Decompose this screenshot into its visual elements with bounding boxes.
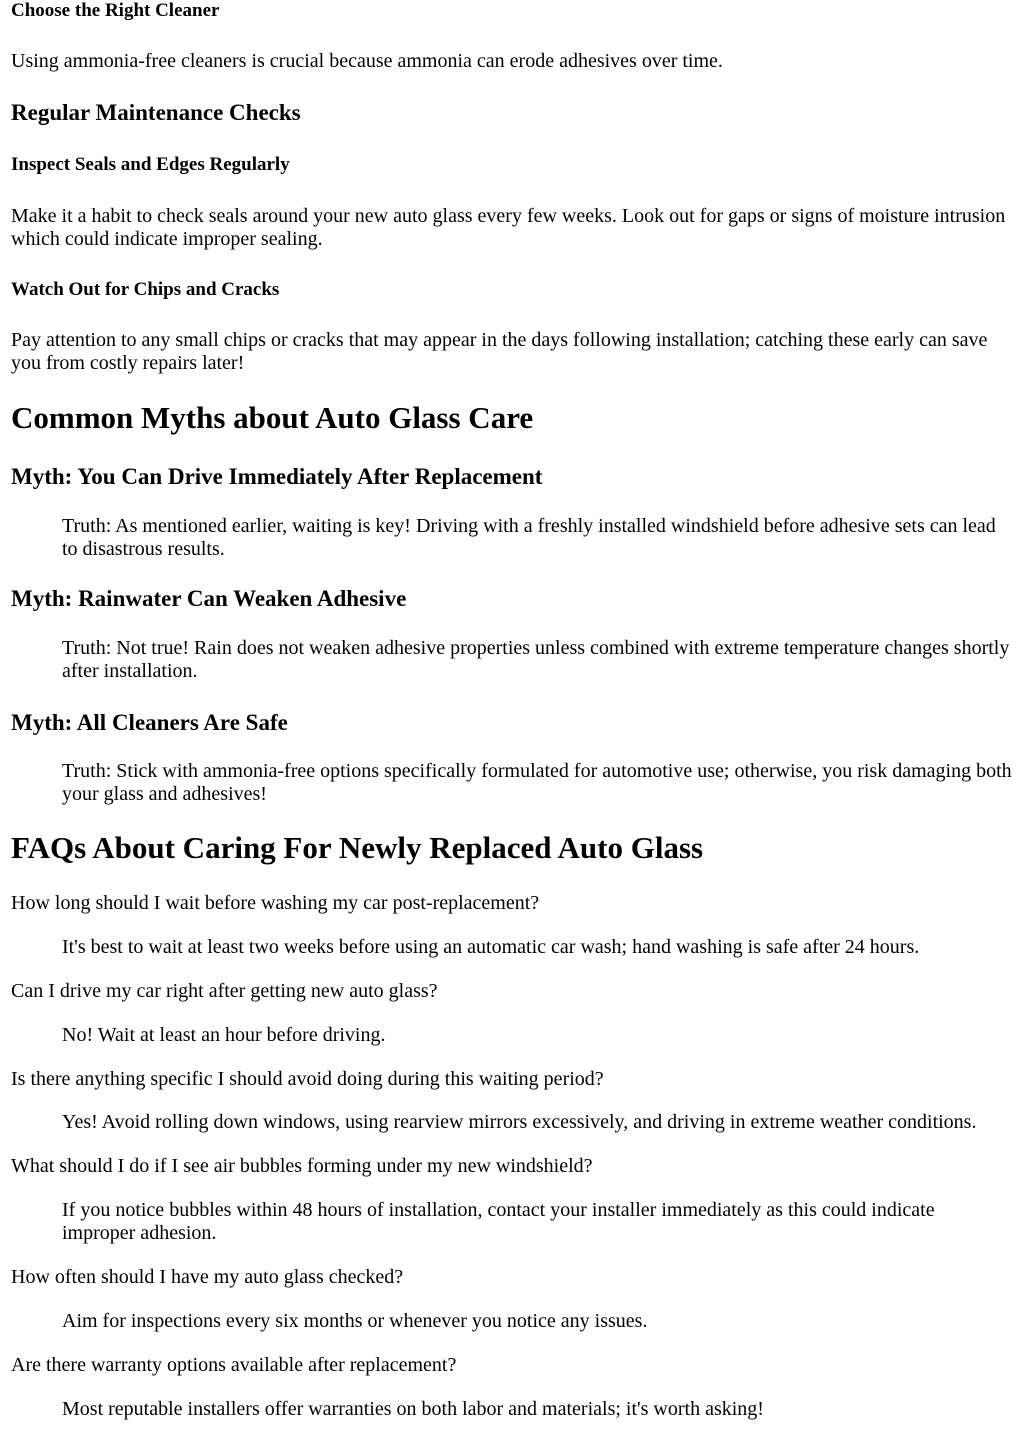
faq-question: How often should I have my auto glass checked? [11,1266,404,1288]
faq-answer: No! Wait at least an hour before driving. [62,1024,386,1046]
faq-question: Are there warranty options available after replacement? [11,1354,457,1376]
faq-question: How long should I wait before washing my car post-replacement? [11,892,540,914]
myth-truth: Truth: As mentioned earlier, waiting is key! Driving with a freshly installed windshield before adhesive sets can lead to disastrous results. [62,515,996,560]
faqs-heading: FAQs About Caring For Newly Replaced Auto Glass [11,830,704,865]
cleaner-heading: Choose the Right Cleaner [11,0,220,21]
faq-answer: Yes! Avoid rolling down windows, using rearview mirrors excessively, and driving in extreme weather conditions. [62,1111,977,1133]
chips-heading: Watch Out for Chips and Cracks [11,279,280,300]
maintenance-heading: Regular Maintenance Checks [11,100,301,125]
myths-heading: Common Myths about Auto Glass Care [11,400,534,435]
faq-question: Can I drive my car right after getting new auto glass? [11,980,438,1002]
faq-answer: Most reputable installers offer warranties on both labor and materials; it's worth asking! [62,1398,764,1420]
myth-heading: Myth: You Can Drive Immediately After Replacement [11,464,543,489]
cleaner-text: Using ammonia-free cleaners is crucial because ammonia can erode adhesives over time. [11,50,723,72]
faq-question: What should I do if I see air bubbles forming under my new windshield? [11,1155,593,1177]
chips-text: Pay attention to any small chips or cracks that may appear in the days following installation; catching these early can save you from costly repairs later! [11,329,988,374]
myth-truth: Truth: Not true! Rain does not weaken adhesive properties unless combined with extreme temperature changes shortly after installation. [62,637,1010,682]
faq-question: Is there anything specific I should avoid doing during this waiting period? [11,1068,604,1090]
faq-answer: It's best to wait at least two weeks before using an automatic car wash; hand washing is safe after 24 hours. [62,936,920,958]
faq-answer: Aim for inspections every six months or whenever you notice any issues. [62,1310,648,1332]
myth-heading: Myth: Rainwater Can Weaken Adhesive [11,586,407,611]
seals-text: Make it a habit to check seals around your new auto glass every few weeks. Look out for gaps or signs of moisture intrusion which could indicate improper sealing. [11,205,1006,250]
seals-heading: Inspect Seals and Edges Regularly [11,154,290,175]
myth-heading: Myth: All Cleaners Are Safe [11,710,288,735]
faq-answer: If you notice bubbles within 48 hours of installation, contact your installer immediately as this could indicate improper adhesion. [62,1199,935,1244]
myth-truth: Truth: Stick with ammonia-free options specifically formulated for automotive use; otherwise, you risk damaging both your glass and adhesives! [62,760,1012,805]
